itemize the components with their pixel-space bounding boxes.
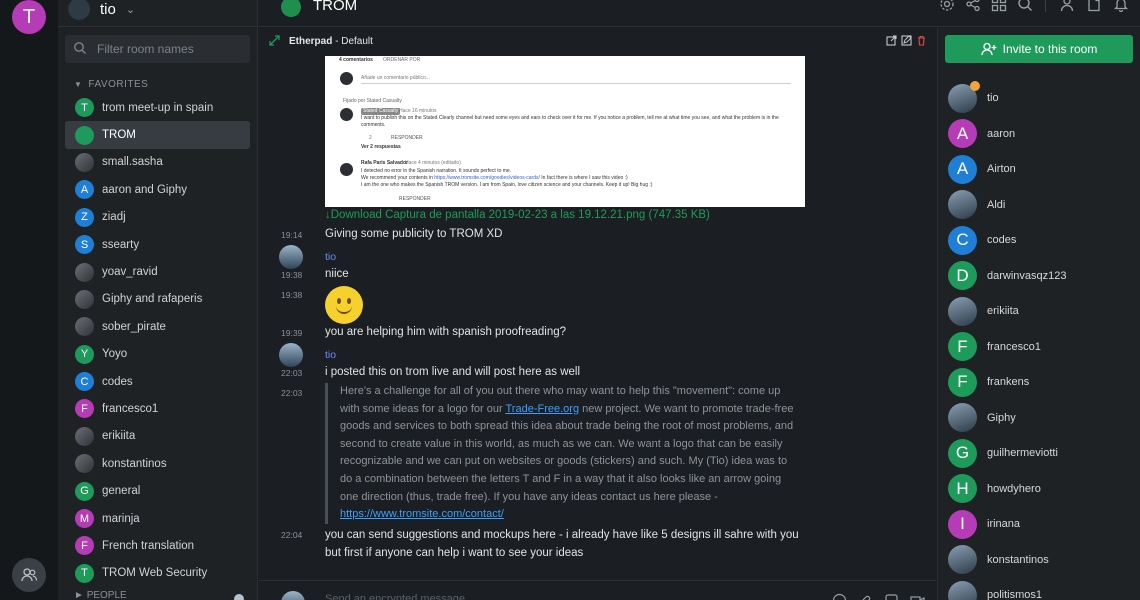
expand-icon[interactable] <box>269 35 281 47</box>
sender-name[interactable]: tio <box>325 349 337 361</box>
chevron-down-icon: ▼ <box>74 80 83 89</box>
sidebar-room-item[interactable] <box>58 532 257 559</box>
edit-icon[interactable] <box>901 35 912 46</box>
attachment-image[interactable] <box>325 56 805 207</box>
room-label: Giphy and rafaperis <box>102 293 203 306</box>
crown-badge-icon <box>970 81 980 91</box>
delete-icon[interactable] <box>916 35 927 46</box>
sidebar-room-item[interactable] <box>58 477 257 504</box>
room-avatar: T <box>75 564 94 583</box>
sidebar-room-item[interactable] <box>65 121 250 148</box>
room-avatar <box>75 454 94 473</box>
download-label: Download Captura de pantalla 2019-02-23 a las 19.12.21.png (747.35 KB) <box>330 209 710 221</box>
member-name: howdyhero <box>987 482 1041 495</box>
member-item[interactable] <box>948 331 1041 363</box>
sidebar-room-item[interactable] <box>58 204 257 231</box>
ss-body2c: In fact there is where I saw this video :) <box>541 175 628 181</box>
member-name: Aldi <box>987 198 1006 211</box>
member-avatar <box>948 545 977 574</box>
message-composer <box>259 580 936 600</box>
profile-icon[interactable] <box>1059 0 1076 13</box>
member-name: aaron <box>987 127 1016 140</box>
member-item[interactable] <box>948 189 1005 221</box>
member-avatar: A <box>948 119 977 148</box>
slightly-smiling-face-icon <box>325 286 363 324</box>
sidebar-room-item[interactable] <box>58 560 257 587</box>
add-user-icon <box>981 42 997 56</box>
member-avatar: C <box>948 226 977 255</box>
community-rail <box>0 0 58 600</box>
people-section-header[interactable]: ► PEOPLE <box>74 590 127 600</box>
room-avatar: F <box>75 399 94 418</box>
message-text: you can send suggestions and mockups here - i already have like 5 designs ill sahre with you but first if anyone can help i want to see your ideas <box>325 529 799 559</box>
room-avatar <box>75 153 94 172</box>
member-name: frankens <box>987 376 1030 388</box>
member-item[interactable] <box>948 153 1016 185</box>
header-divider <box>1045 0 1046 12</box>
user-header-actions <box>1059 0 1130 13</box>
ss-divider <box>361 83 791 84</box>
quote-text: new project. We want to promote trade-free goods and services to both spread this idea about trade being the root of most problems, and second to create value in this world, as much as we can. We want a logo that can be easily recognizable and we can put on websites or goods (stickers) and such. My (Tio) idea was to do a combination between the letters T and F in a way that it also looks like an arrow going one direction (thus, trade free). If you have any ideas contact us here please - <box>340 402 794 503</box>
sidebar-room-item[interactable] <box>58 94 257 121</box>
member-avatar: F <box>948 368 977 397</box>
notification-dot <box>234 594 244 600</box>
ss-body2a: I detected no error in the Spanish narration. It sounds perfect to me. <box>361 168 512 174</box>
member-item[interactable] <box>948 295 1019 327</box>
ss-body2 <box>361 175 628 182</box>
member-avatar: G <box>948 439 977 468</box>
room-filter-input[interactable] <box>97 42 247 56</box>
ss-pinned: Fijado por Stated Casualty <box>343 98 402 104</box>
emoji-mouth <box>336 306 352 314</box>
message-text: i posted this on trom live and will post here as well <box>325 366 581 378</box>
room-label: erikiita <box>102 430 136 443</box>
room-avatar: F <box>75 536 94 555</box>
ss-author1: Stated Casualty <box>363 108 399 114</box>
sender-avatar[interactable] <box>279 245 303 269</box>
ss-avatar <box>340 163 353 176</box>
ss-link2: https://www.tromsite.com/goodies/videos-cards/ <box>434 175 540 181</box>
room-label: small.sasha <box>102 156 163 169</box>
member-name: darwinvasqz123 <box>987 269 1067 282</box>
sender-avatar[interactable] <box>279 343 303 367</box>
widget-title <box>289 36 373 47</box>
member-item[interactable] <box>948 82 999 114</box>
widget-bar <box>259 33 936 51</box>
sidebar-room-item[interactable] <box>58 231 257 258</box>
member-avatar <box>948 190 977 219</box>
community-logo <box>68 0 90 20</box>
room-avatar[interactable] <box>281 0 301 17</box>
room-label: ssearty <box>102 238 140 251</box>
ss-sort-label: ORDENAR POR <box>383 57 421 63</box>
room-avatar: M <box>75 509 94 528</box>
contact-link[interactable]: https://www.tromsite.com/contact/ <box>340 508 504 521</box>
sidebar-title: tio <box>100 0 116 18</box>
room-avatar: Y <box>75 345 94 364</box>
member-avatar <box>948 581 977 600</box>
member-avatar <box>948 84 977 113</box>
member-item[interactable] <box>948 366 1029 398</box>
apps-grid-icon[interactable] <box>991 0 1008 13</box>
emoji-icon[interactable] <box>832 593 848 600</box>
quoted-message <box>325 383 795 524</box>
room-label: ziadj <box>102 211 126 224</box>
room-view <box>259 0 936 600</box>
message-text: niice <box>325 268 349 280</box>
message-timestamp: 19:38 <box>281 270 303 280</box>
member-avatar: I <box>948 510 977 539</box>
sidebar-room-item[interactable] <box>58 395 257 422</box>
sidebar-room-item[interactable] <box>58 505 257 532</box>
member-item[interactable] <box>948 118 1015 150</box>
room-avatar: G <box>75 482 94 501</box>
widget-suffix: - Default <box>335 36 373 47</box>
ss-author2: Rafa Paris Salvador <box>361 160 408 166</box>
member-name: irinana <box>987 518 1021 530</box>
room-label: codes <box>102 375 133 388</box>
sidebar-room-item[interactable] <box>58 341 257 368</box>
popout-icon[interactable] <box>886 35 897 46</box>
member-list-panel <box>937 28 1140 600</box>
message-timestamp: 22:03 <box>281 388 303 398</box>
member-name: erikiita <box>987 305 1019 317</box>
room-header <box>259 0 1140 27</box>
sidebar-room-item[interactable] <box>58 149 257 176</box>
invite-button[interactable] <box>945 35 1133 63</box>
share-icon[interactable] <box>965 0 982 13</box>
ss-body2d: I am the one who makes the Spanish TROM version. I am from Spain, love citizen science and your channels. Keep it up! Big hug :) <box>361 182 653 188</box>
ss-avatar <box>340 108 353 121</box>
bell-icon[interactable] <box>1113 0 1130 13</box>
sidebar-room-item[interactable] <box>58 313 257 340</box>
widget-actions <box>886 35 927 46</box>
member-item[interactable] <box>948 402 1016 434</box>
room-avatar <box>75 126 94 145</box>
video-call-icon[interactable] <box>910 593 926 600</box>
room-label: aaron and Giphy <box>102 183 188 196</box>
widget-name: Etherpad <box>289 36 333 47</box>
member-avatar: F <box>948 332 977 361</box>
room-header-actions <box>939 0 1034 13</box>
room-label: marinja <box>102 512 140 525</box>
member-name: francesco1 <box>987 340 1041 353</box>
files-icon[interactable] <box>1086 0 1103 13</box>
room-label: Yoyo <box>102 348 128 361</box>
sidebar-room-item[interactable] <box>58 258 257 285</box>
room-label: yoav_ravid <box>102 266 158 279</box>
room-label: French translation <box>102 539 195 552</box>
ss-time2: Hace 4 minutos (editado) <box>405 160 461 166</box>
room-avatar: A <box>75 180 94 199</box>
composer-avatar <box>281 591 305 600</box>
chevron-down-icon[interactable]: ⌄ <box>125 3 136 16</box>
room-avatar: Z <box>75 208 94 227</box>
sidebar-room-item[interactable] <box>58 450 257 477</box>
member-name: Airton <box>987 163 1016 175</box>
ss-view-replies: Ver 2 respuestas <box>361 144 401 150</box>
message-input[interactable] <box>325 593 725 600</box>
ss-body1: I want to publish this on the Stated Clearly channel but need some eyes and ears to check over it for me. If you notice a problem, tell me at what time you see, and what the problem is in the comments. <box>361 115 779 128</box>
member-name: tio <box>987 92 999 104</box>
room-title[interactable]: TROM <box>313 0 358 14</box>
sidebar-header[interactable] <box>58 0 257 27</box>
message-text: Giving some publicity to TROM XD <box>325 228 503 240</box>
ss-avatar <box>340 72 353 85</box>
room-avatar <box>75 290 94 309</box>
sidebar-room-item[interactable] <box>58 286 257 313</box>
room-list <box>58 94 257 587</box>
member-item[interactable] <box>948 508 1020 540</box>
message-timestamp: 19:38 <box>281 290 303 300</box>
member-name: guilhermeviotti <box>987 447 1058 459</box>
message-text: you are helping him with spanish proofreading? <box>325 326 567 338</box>
room-label: TROM <box>102 129 136 142</box>
member-item[interactable] <box>948 224 1016 256</box>
member-avatar <box>948 297 977 326</box>
room-label: general <box>102 485 141 498</box>
settings-icon[interactable] <box>939 0 956 13</box>
room-avatar <box>75 317 94 336</box>
message-timestamp: 19:14 <box>281 230 303 240</box>
member-avatar: H <box>948 474 977 503</box>
ss-body2b: We recommend your contents in <box>361 175 433 181</box>
member-name: politismos1 <box>987 589 1043 600</box>
sidebar-room-item[interactable] <box>58 423 257 450</box>
room-filter <box>65 35 250 63</box>
member-name: konstantinos <box>987 553 1049 566</box>
sidebar-room-item[interactable] <box>58 368 257 395</box>
message-timestamp: 22:04 <box>281 530 303 540</box>
room-sidebar <box>58 0 258 600</box>
ss-time1: Hace 16 minutos <box>399 108 437 114</box>
member-item[interactable] <box>948 579 1042 600</box>
member-avatar: D <box>948 261 977 290</box>
room-label: francesco1 <box>102 402 159 415</box>
member-name: codes <box>987 234 1017 246</box>
sidebar-room-item[interactable] <box>58 176 257 203</box>
quote-text: Here's a challenge for all of you out there who may want to help this "movement": come up with some ideas for a logo for our <box>340 385 781 415</box>
ss-comments-count: 4 comentarios <box>339 57 373 63</box>
ss-likes: 2 <box>369 135 372 141</box>
sender-name[interactable]: tio <box>325 251 337 263</box>
member-item[interactable] <box>948 473 1041 505</box>
member-item[interactable] <box>948 260 1067 292</box>
room-avatar <box>75 427 94 446</box>
member-item[interactable] <box>948 437 1058 469</box>
sticker-icon[interactable] <box>884 593 900 600</box>
people-icon[interactable] <box>12 558 46 592</box>
ss-reply: RESPONDER <box>391 135 423 141</box>
message-timestamp: 19:39 <box>281 328 303 338</box>
message-timestamp: 22:03 <box>281 368 303 378</box>
invite-label: Invite to this room <box>1002 42 1098 56</box>
room-avatar <box>75 263 94 282</box>
member-item[interactable] <box>948 544 1049 576</box>
search-icon[interactable] <box>1017 0 1034 13</box>
favorites-section-header[interactable] <box>74 79 257 90</box>
member-name: Giphy <box>987 411 1016 424</box>
room-avatar: C <box>75 372 94 391</box>
attach-icon[interactable] <box>858 593 874 600</box>
ss-add-comment: Añade un comentario público... <box>361 75 430 81</box>
user-avatar[interactable]: T <box>12 0 46 34</box>
room-label: TROM Web Security <box>102 567 208 580</box>
room-avatar: S <box>75 235 94 254</box>
trade-free-link[interactable]: Trade-Free.org <box>505 402 580 415</box>
people-label: PEOPLE <box>86 590 127 600</box>
download-link[interactable]: ↓Download Captura de pantalla 2019-02-23 a las 19.12.21.png (747.35 KB) <box>325 209 710 221</box>
room-avatar: T <box>75 98 94 117</box>
search-icon <box>73 41 89 57</box>
room-label: konstantinos <box>102 457 167 470</box>
room-label: sober_pirate <box>102 320 166 333</box>
favorites-label: FAVORITES <box>88 79 149 90</box>
composer-actions <box>832 593 926 600</box>
room-label: trom meet-up in spain <box>102 101 214 114</box>
member-avatar <box>948 403 977 432</box>
ss-reply: RESPONDER <box>399 196 431 202</box>
member-avatar: A <box>948 155 977 184</box>
